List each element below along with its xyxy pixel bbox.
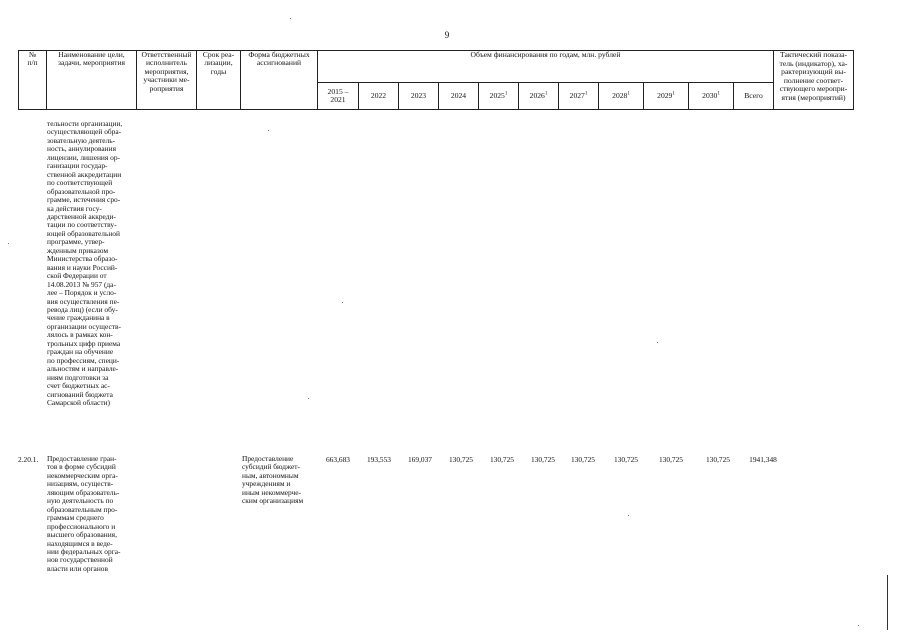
row-number: 2.20.1.	[18, 455, 39, 464]
value-2022: 193,553	[366, 455, 392, 464]
header-indicator: Тактический показа- тель (индикатор), ха- рактеризующий вы- полнение соответ- ствующего меропри- ятия (мероприятий)	[774, 51, 854, 110]
scan-speck	[657, 342, 658, 343]
value-2026: 130,725	[530, 455, 556, 464]
header-num: № п/п	[19, 51, 47, 110]
row-measure-name: Предоставление гран- тов в форме субсидий некоммерческим орга- низациям, осуществ- ляющим образователь- ную деятельность по образовательным про- граммам среднего профессионального и высшего образования, находящимся в веде- нии федеральных орга- нов государственной власти или органов	[47, 454, 121, 573]
value-2030: 130,725	[705, 455, 731, 464]
header-goal: Наименование цели, задачи, мероприятия	[47, 51, 137, 110]
value-2028: 130,725	[613, 455, 639, 464]
value-2029: 130,725	[658, 455, 684, 464]
header-finance: Объем финансирования по годам, млн. рублей	[318, 51, 774, 83]
row-budget-form: Предоставление субсидий бюджет- ным, автономным учреждениям и иным некоммерче- ским организациям	[242, 454, 304, 506]
scan-speck	[858, 625, 859, 626]
header-year-2024: 2024	[439, 83, 479, 110]
header-year-2027: 2027$^1$	[559, 83, 599, 110]
header-year-2022: 2022	[359, 83, 399, 110]
scan-margin-mark	[887, 575, 888, 630]
value-2015-2021: 663,683	[325, 455, 351, 464]
header-year-2023: 2023	[399, 83, 439, 110]
scan-speck	[628, 515, 629, 516]
value-2025: 130,725	[489, 455, 515, 464]
header-responsible: Ответственный исполнитель мероприятия, участники ме- роприятия	[137, 51, 197, 110]
scan-speck	[268, 130, 269, 131]
value-2023: 169,037	[407, 455, 433, 464]
value-2027: 130,725	[570, 455, 596, 464]
header-year-2026: 2026$^1$	[519, 83, 559, 110]
header-year-2029: 2029$^1$	[644, 83, 689, 110]
header-year-2028: 2028$^1$	[599, 83, 644, 110]
header-term: Срок реа- лизации, годы	[197, 51, 241, 110]
header-year-2015-2021: 2015 – 2021	[318, 83, 359, 110]
value-total: 1941,348	[749, 455, 777, 464]
page-number: 9	[444, 30, 450, 40]
header-form: Форма бюджетных ассигнований	[241, 51, 318, 110]
scan-speck	[342, 302, 343, 303]
scan-speck	[290, 18, 291, 19]
header-total: Всего	[734, 83, 774, 110]
scan-speck	[308, 398, 309, 399]
value-2024: 130,725	[448, 455, 474, 464]
scan-speck	[8, 243, 9, 244]
header-year-2025: 2025$^1$	[479, 83, 519, 110]
continued-measure-text: тельности организации, осуществляющей обра- зовательную деятель- ность, аннулирования лицензии, лишения ор- ганизации государ- ственной аккредитации по соответствующей образовательной про- грамме, истечения сро- ка действия госу- дарственной аккреди- тации по соответству- ющей образовательной программе, утвер- жденным приказом Министерства образо- вания и науки Россий- ской Федерации от 14.08.2013 № 957 (да- лее – Порядок и усло- вия осуществления пе- ревода лиц) (если обу- чение гражданина в организации осуществ- лялось в рамках кон- трольных цифр приема граждан на обучение по профессиям, специ- альностям и направле- ниям подготовки за счет бюджетных ас- сигнований бюджета Самарской области)	[47, 119, 123, 407]
header-year-2030: 2030$^1$	[689, 83, 734, 110]
header-table	[18, 50, 854, 110]
